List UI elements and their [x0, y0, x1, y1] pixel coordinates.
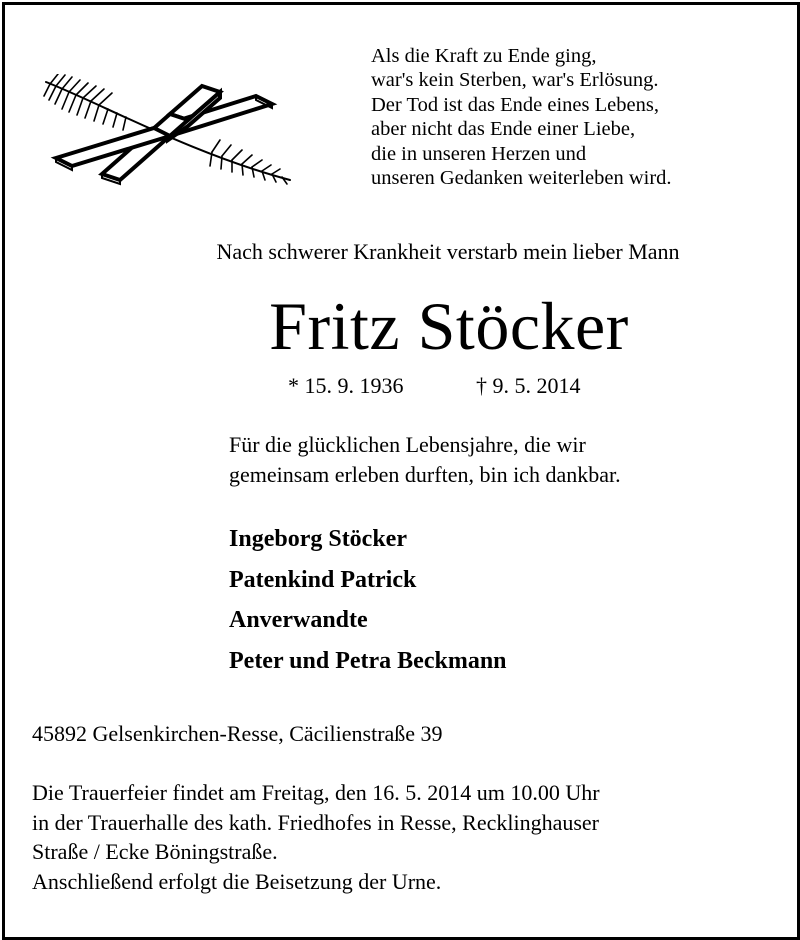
- intro-text: Nach schwerer Krankheit verstarb mein lieber Mann: [216, 239, 680, 264]
- mourners-list: [229, 519, 507, 681]
- service-line: Die Trauerfeier findet am Freitag, den 16. 5. 2014 um 10.00 Uhr: [32, 780, 600, 805]
- poem-line: Als die Kraft zu Ende ging,: [371, 45, 597, 67]
- service-line: Straße / Ecke Böningstraße.: [32, 839, 278, 864]
- poem-line: die in unseren Herzen und: [371, 142, 587, 165]
- gratitude-line: Für die glücklichen Lebensjahre, die wir: [229, 432, 586, 457]
- poem-line: Der Tod ist das Ende eines Lebens,: [371, 93, 659, 116]
- mourner-name: Anverwandte: [229, 607, 368, 633]
- poem: [371, 44, 672, 190]
- poem-line: unseren Gedanken weiterleben wird.: [371, 167, 672, 190]
- birth-date: * 15. 9. 1936: [288, 373, 404, 398]
- gratitude-text: [229, 430, 621, 490]
- poem-line: war's kein Sterben, war's Erlösung.: [371, 69, 659, 92]
- address-line: 45892 Gelsenkirchen-Resse, Cäcilienstraße 39: [32, 721, 443, 746]
- cross-with-palm-frond-icon: [42, 74, 294, 186]
- mourner-name: Peter und Petra Beckmann: [229, 647, 507, 674]
- gratitude-line: gemeinsam erleben durften, bin ich dankbar.: [229, 462, 621, 487]
- mourner-name: Patenkind Patrick: [229, 566, 417, 593]
- service-details: [32, 778, 600, 896]
- service-line: in der Trauerhalle des kath. Friedhofes in Resse, Recklinghauser: [32, 809, 599, 835]
- service-line: Anschließend erfolgt die Beisetzung der Urne.: [32, 868, 442, 894]
- mourner-name: Ingeborg Stöcker: [229, 526, 407, 552]
- death-date: † 9. 5. 2014: [476, 373, 581, 398]
- deceased-name: Fritz Stöcker: [269, 288, 629, 364]
- poem-line: aber nicht das Ende einer Liebe,: [371, 118, 636, 141]
